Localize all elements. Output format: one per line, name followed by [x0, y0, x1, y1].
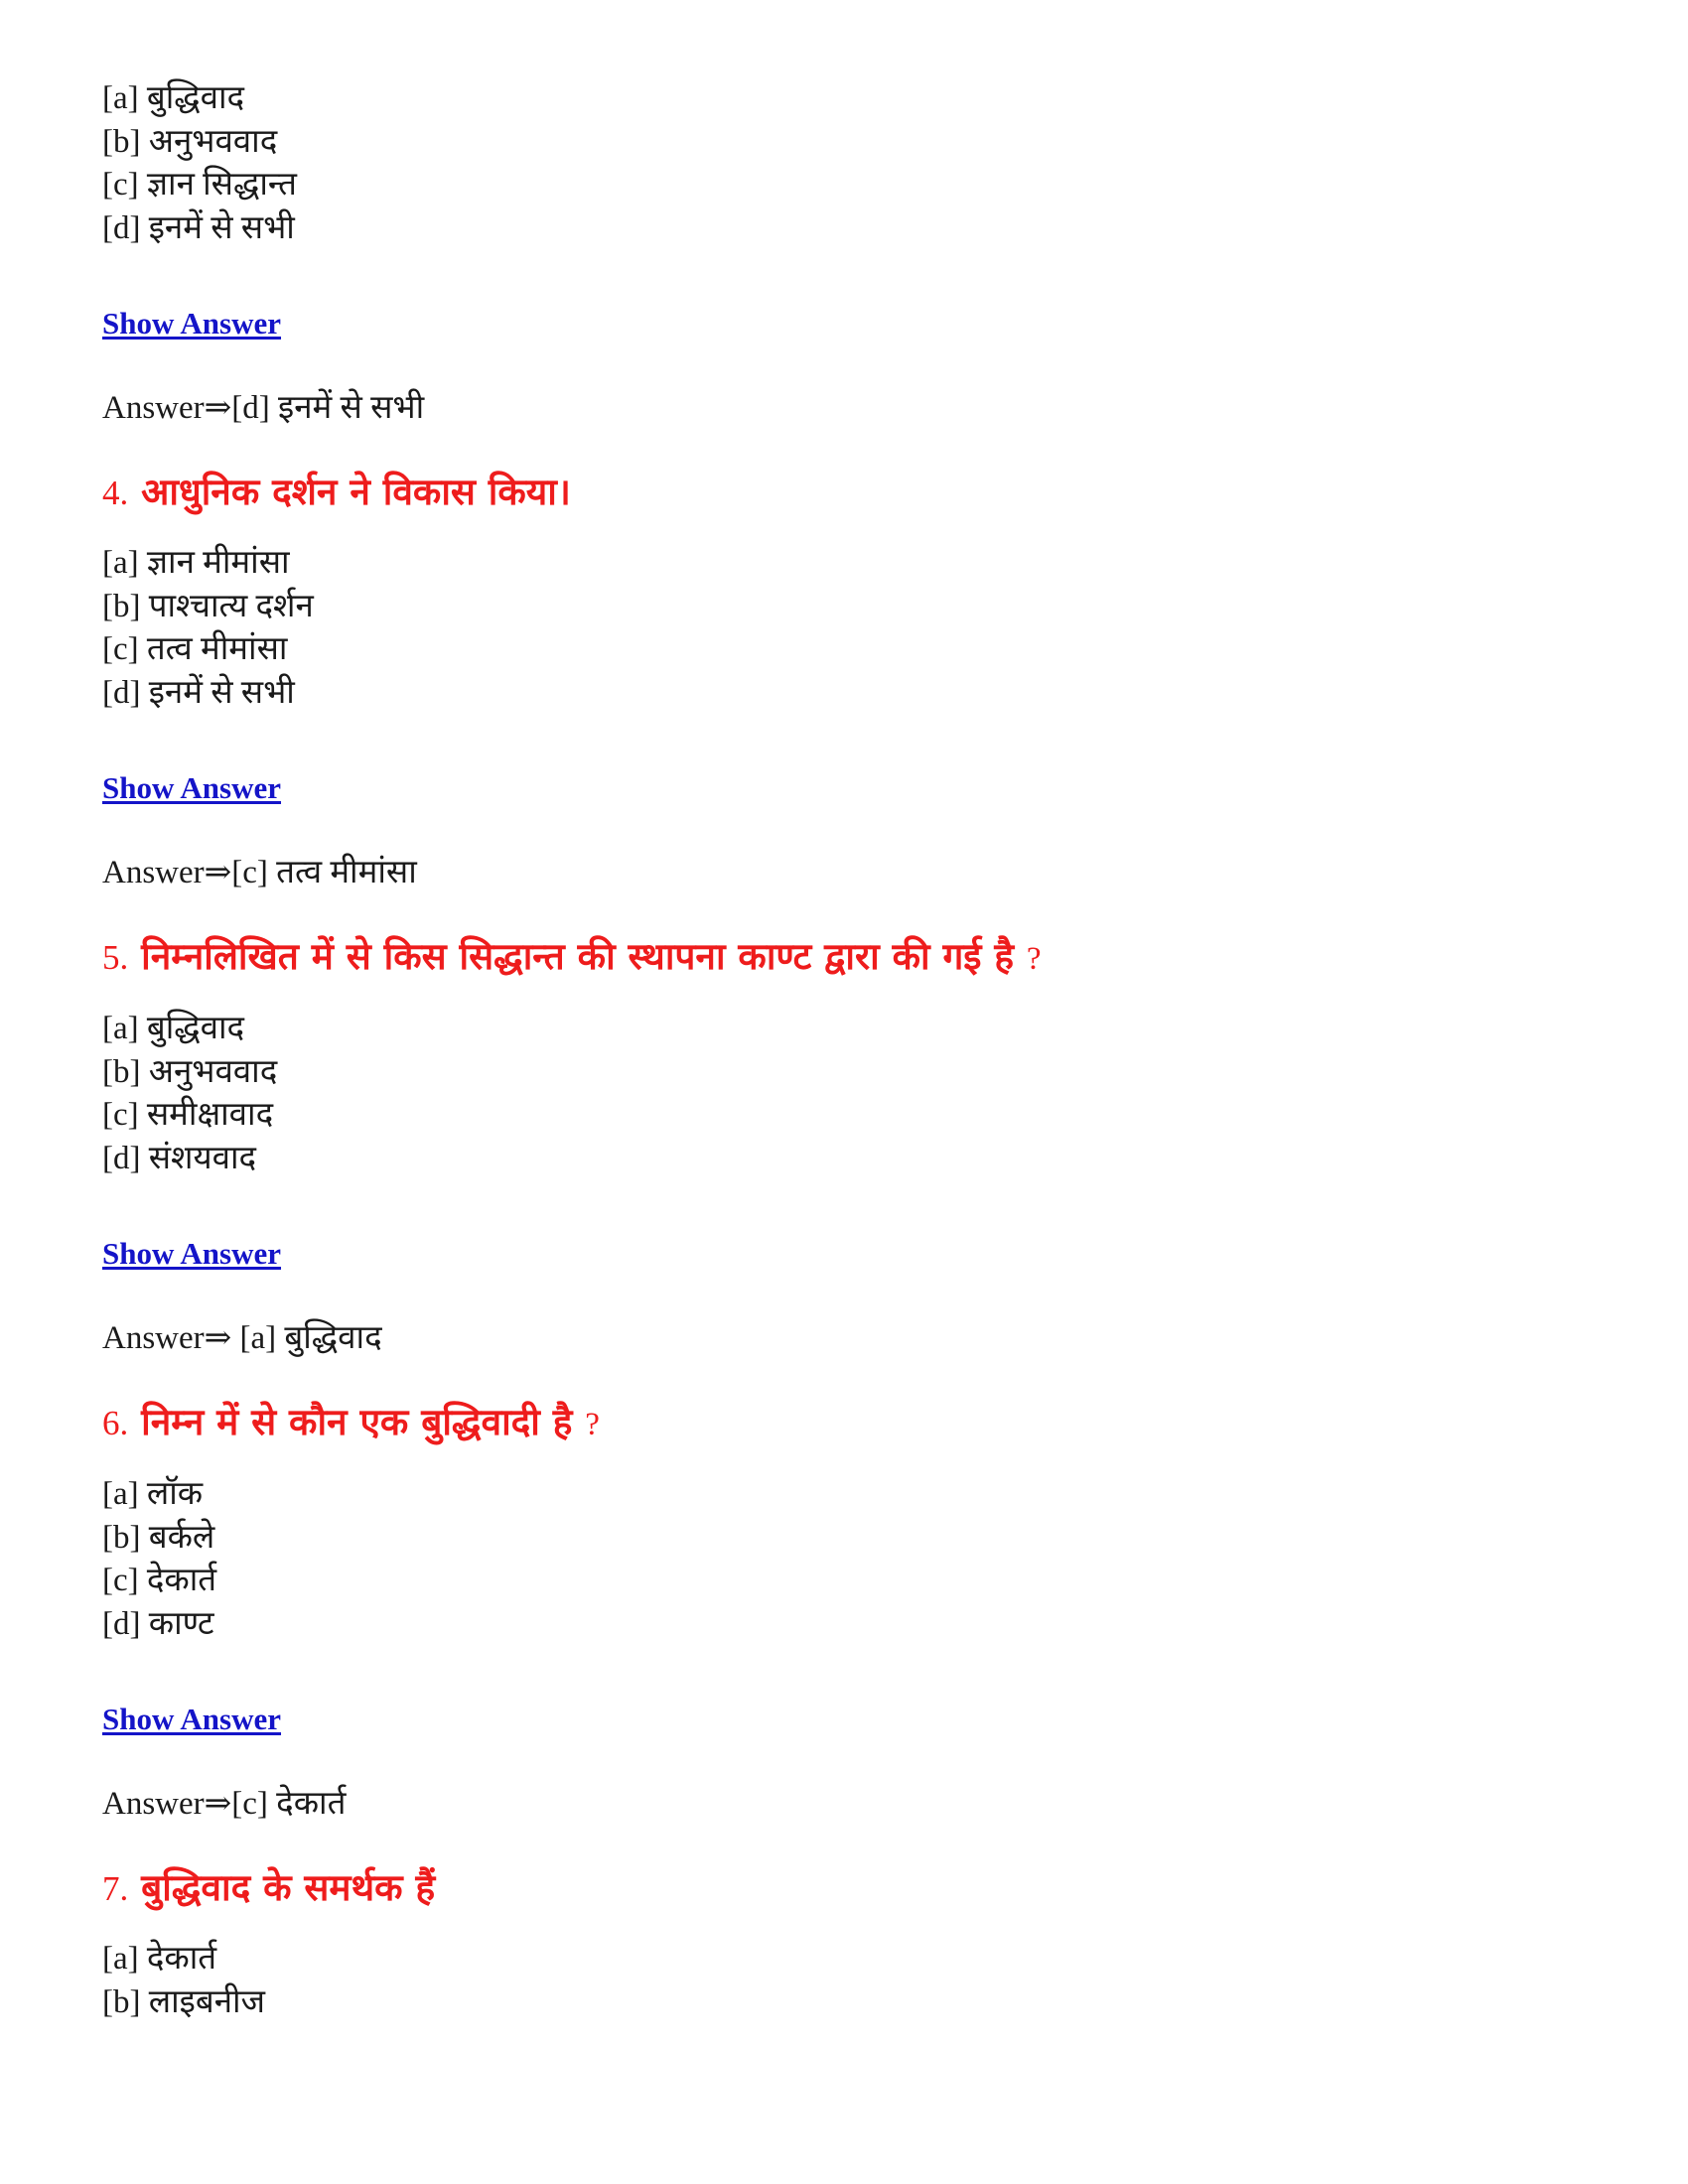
- options-list: [102, 1473, 1592, 1646]
- answer-text: Answer⇒[d] इनमें से सभी: [102, 390, 425, 426]
- option-c: [c] देकार्त: [102, 1563, 217, 1598]
- question-number: 5.: [102, 938, 129, 977]
- option-c: [c] तत्व मीमांसा: [102, 631, 288, 667]
- show-answer-link[interactable]: Show Answer: [102, 1236, 282, 1271]
- question-text: निम्न में से कौन एक बुद्धिवादी है: [141, 1401, 573, 1443]
- question-mark: ?: [1026, 941, 1042, 977]
- option-d: [d] इनमें से सभी: [102, 674, 295, 711]
- show-answer-link[interactable]: Show Answer: [102, 306, 282, 341]
- question-heading: [102, 1398, 1592, 1449]
- question-text: आधुनिक दर्शन ने विकास किया।: [141, 471, 571, 513]
- question-block-6: [102, 1398, 1592, 1826]
- option-a: [a] बुद्धिवाद: [102, 80, 245, 116]
- option-b: [b] लाइबनीज: [102, 1983, 266, 2020]
- option-b: [b] अनुभववाद: [102, 123, 278, 160]
- question-number: 6.: [102, 1404, 129, 1442]
- question-heading: [102, 1863, 1592, 1914]
- question-text: बुद्धिवाद के समर्थक हैं: [141, 1866, 436, 1909]
- question-number: 4.: [102, 474, 129, 512]
- question-number: 7.: [102, 1869, 129, 1908]
- option-a: [a] देकार्त: [102, 1941, 217, 1977]
- options-list: [102, 542, 1592, 715]
- show-answer-link[interactable]: Show Answer: [102, 1702, 282, 1736]
- option-a: [a] ज्ञान मीमांसा: [102, 545, 290, 581]
- option-c: [c] ज्ञान सिद्धान्त: [102, 167, 297, 203]
- question-heading: [102, 932, 1592, 984]
- question-mark: ?: [585, 1407, 600, 1442]
- option-c: [c] समीक्षावाद: [102, 1097, 274, 1133]
- option-b: [b] बर्कले: [102, 1519, 215, 1556]
- option-d: [d] संशयवाद: [102, 1140, 257, 1176]
- option-d: [d] इनमें से सभी: [102, 209, 295, 246]
- option-a: [a] बुद्धिवाद: [102, 1011, 245, 1046]
- quiz-page: [102, 77, 1592, 2024]
- option-b: [b] पाश्चात्य दर्शन: [102, 588, 314, 624]
- options-list: [102, 1938, 1592, 2024]
- options-list: [102, 77, 1592, 250]
- options-list: [102, 1008, 1592, 1180]
- option-d: [d] काण्ट: [102, 1605, 214, 1642]
- question-heading: [102, 468, 1592, 518]
- answer-text: Answer⇒ [a] बुद्धिवाद: [102, 1320, 382, 1356]
- option-a: [a] लॉक: [102, 1476, 204, 1512]
- show-answer-link[interactable]: Show Answer: [102, 770, 282, 805]
- option-b: [b] अनुभववाद: [102, 1053, 278, 1090]
- question-text: निम्नलिखित में से किस सिद्धान्त की स्थापना काण्ट द्वारा की गई है: [141, 935, 1014, 978]
- answer-text: Answer⇒[c] तत्व मीमांसा: [102, 855, 417, 890]
- answer-text: Answer⇒[c] देकार्त: [102, 1786, 347, 1822]
- question-block-3: [102, 77, 1592, 430]
- question-block-4: [102, 468, 1592, 894]
- question-block-7: [102, 1863, 1592, 2024]
- question-block-5: [102, 932, 1592, 1360]
